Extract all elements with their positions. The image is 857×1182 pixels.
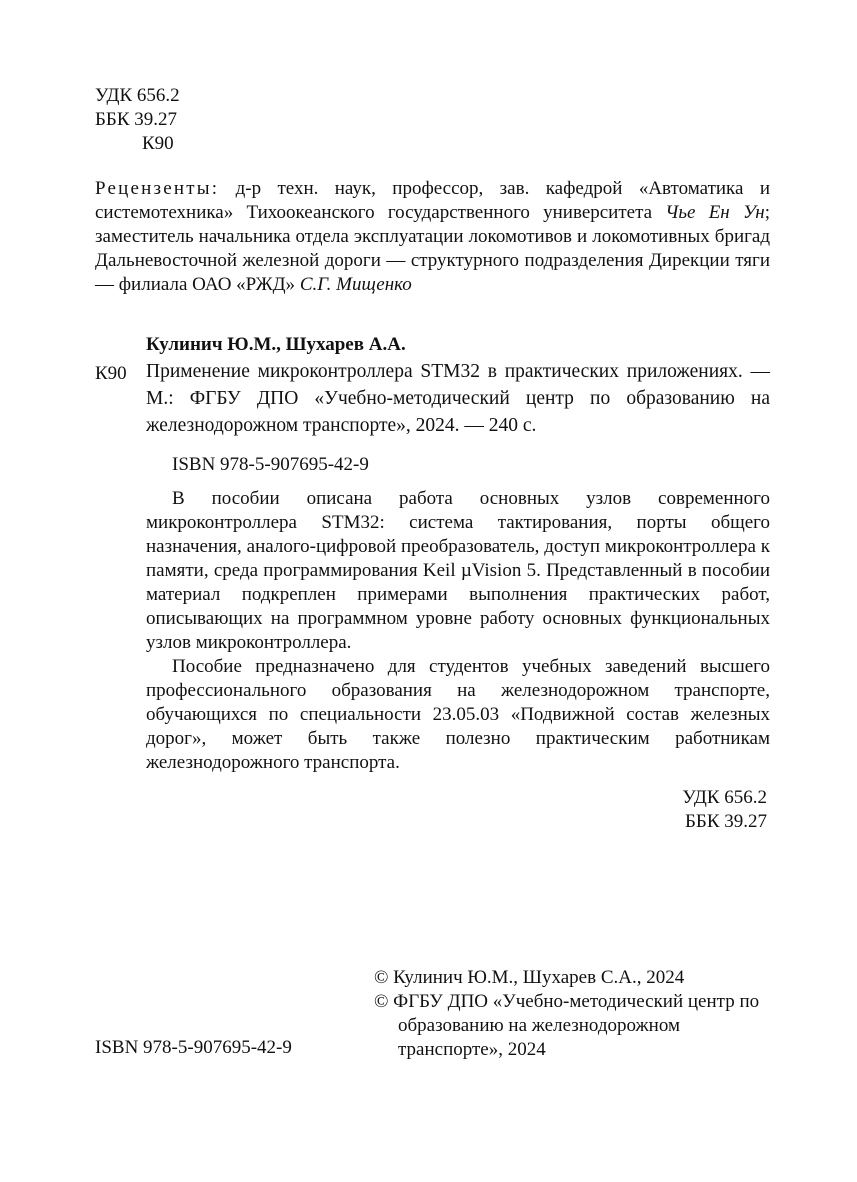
reviewers-block bbox=[95, 177, 770, 297]
bibliographic-description: Применение микроконтроллера STM32 в практических приложениях. — М.: ФГБУ ДПО «Учебно-методический центр по образованию на железнодорожном транспорте», 2024. — 240 с. bbox=[146, 361, 770, 436]
reviewers-text-1: д-р техн. наук, профессор, зав. кафедрой «Автоматика и системотехника» Тихоокеанского государственного университета bbox=[95, 178, 770, 223]
reviewers-label: Рецензенты: bbox=[95, 178, 220, 199]
isbn-bottom: ISBN 978-5-907695-42-9 bbox=[95, 1037, 292, 1058]
abstract-paragraph-1: В пособии описана работа основных узлов современного микроконтроллера STM32: система тактирования, порты общего назначения, аналого-цифровой преобразователь, доступ микроконтроллера к памяти, среда программирования Keil µVision 5. Представленный в пособии материал подкреплен примерами выполнения практических работ, описывающих на программном уровне работу основных функциональных узлов микроконтроллера. bbox=[146, 488, 770, 653]
reviewer-name-1: Чье Ен Ун bbox=[665, 202, 765, 223]
copyright-authors: © Кулинич Ю.М., Шухарев С.А., 2024 bbox=[374, 967, 685, 988]
copyright-publisher: © ФГБУ ДПО «Учебно-методический центр по образованию на железнодорожном транспорте», 2024 bbox=[374, 991, 760, 1060]
copyright-block bbox=[374, 966, 774, 1062]
header-classification-codes bbox=[95, 84, 180, 156]
footer-bbk-code: ББК 39.27 bbox=[685, 811, 767, 832]
bbk-code: ББК 39.27 bbox=[95, 109, 177, 130]
abstract-paragraph-2: Пособие предназначено для студентов учебных заведений высшего профессионального образования на железнодорожном транспорте, обучающихся по специальности 23.05.03 «Подвижной состав железных дорог», может быть также полезно практическим работникам железнодорожного транспорта. bbox=[146, 656, 770, 773]
reviewers-text-2: ; заместитель начальника отдела эксплуатации локомотивов и локомотивных бригад Дальневосточной железной дороги — структурного подразделения Дирекции тяги — филиала ОАО «РЖД» bbox=[95, 202, 770, 295]
bibliographic-mark: К90 bbox=[95, 363, 127, 384]
udk-code: УДК 656.2 bbox=[95, 85, 180, 106]
book-authors: Кулинич Ю.М., Шухарев А.А. bbox=[146, 334, 406, 355]
isbn-main: ISBN 978-5-907695-42-9 bbox=[172, 454, 369, 475]
footer-classification-codes bbox=[682, 786, 767, 834]
footer-udk-code: УДК 656.2 bbox=[682, 787, 767, 808]
author-mark: К90 bbox=[142, 133, 174, 154]
abstract-block bbox=[146, 487, 770, 775]
reviewer-name-2: С.Г. Мищенко bbox=[299, 274, 412, 295]
